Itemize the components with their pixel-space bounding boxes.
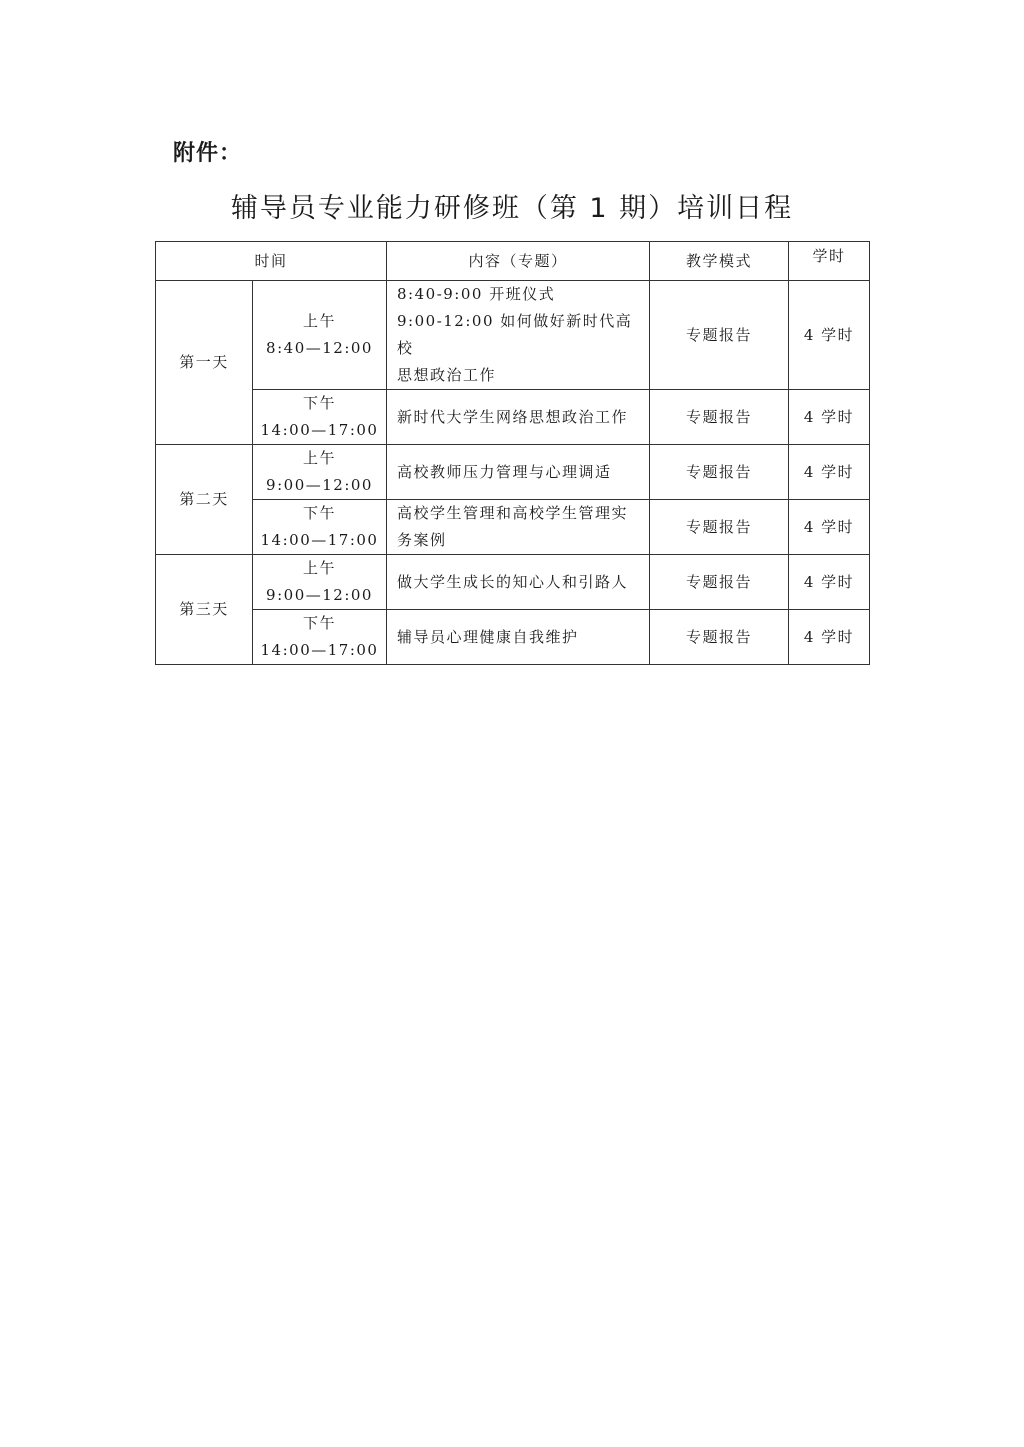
table-header-row: [156, 242, 870, 281]
session-time-cell: [253, 445, 387, 500]
day-cell: 第二天: [156, 445, 253, 555]
content-line: 高校教师压力管理与心理调适: [397, 462, 612, 481]
table-row: [156, 445, 870, 500]
content-cell: [387, 281, 650, 390]
session-time: 9:00—12:00: [266, 586, 373, 604]
day-cell: 第一天: [156, 281, 253, 445]
attachment-label: 附件：: [173, 141, 243, 166]
hours-cell: 4 学时: [789, 390, 870, 445]
content-line: 思想政治工作: [397, 366, 497, 384]
hours-cell: 4 学时: [789, 500, 870, 555]
content-cell: [387, 500, 650, 555]
hours-cell: 4 学时: [789, 445, 870, 500]
content-cell: [387, 390, 650, 445]
content-line: 高校学生管理和高校学生管理实: [397, 504, 629, 522]
table-row: [156, 500, 870, 555]
hours-cell: 4 学时: [789, 555, 870, 610]
hours-cell: 4 学时: [789, 281, 870, 390]
table-row: [156, 555, 870, 610]
mode-cell: 专题报告: [650, 281, 789, 390]
session-time: 14:00—17:00: [260, 641, 379, 659]
session-period: 下午: [303, 504, 337, 522]
mode-cell: 专题报告: [650, 445, 789, 500]
header-content: 内容（专题）: [387, 242, 650, 281]
session-time-cell: [253, 281, 387, 390]
mode-cell: 专题报告: [650, 390, 789, 445]
header-time: 时间: [156, 242, 387, 281]
table-row: [156, 281, 870, 390]
session-period: 上午: [303, 559, 337, 577]
mode-cell: 专题报告: [650, 555, 789, 610]
mode-cell: 专题报告: [650, 610, 789, 665]
session-period: 上午: [303, 449, 337, 467]
session-time-cell: [253, 610, 387, 665]
content-line: 新时代大学生网络思想政治工作: [397, 407, 629, 426]
content-line: 做大学生成长的知心人和引路人: [397, 572, 629, 591]
header-hours: 学时: [789, 242, 870, 281]
content-cell: [387, 555, 650, 610]
content-cell: [387, 445, 650, 500]
day-cell: 第三天: [156, 555, 253, 665]
content-line: 务案例: [397, 531, 447, 549]
content-cell: [387, 610, 650, 665]
hours-cell: 4 学时: [789, 610, 870, 665]
header-mode: 教学模式: [650, 242, 789, 281]
document-title: 辅导员专业能力研修班（第 1 期）培训日程: [230, 193, 794, 224]
table-row: [156, 390, 870, 445]
mode-cell: 专题报告: [650, 500, 789, 555]
session-period: 下午: [303, 394, 337, 412]
session-period: 下午: [303, 614, 337, 632]
session-time: 14:00—17:00: [260, 531, 379, 549]
content-line: 8:40-9:00 开班仪式: [397, 285, 556, 303]
session-time: 9:00—12:00: [266, 476, 373, 494]
session-time: 14:00—17:00: [260, 421, 379, 439]
session-time-cell: [253, 390, 387, 445]
training-schedule-table: [155, 241, 870, 665]
session-period: 上午: [303, 312, 337, 330]
session-time-cell: [253, 500, 387, 555]
content-line: 9:00-12:00 如何做好新时代高校: [397, 312, 633, 357]
table-row: [156, 610, 870, 665]
session-time-cell: [253, 555, 387, 610]
content-line: 辅导员心理健康自我维护: [397, 627, 579, 646]
session-time: 8:40—12:00: [266, 339, 373, 357]
